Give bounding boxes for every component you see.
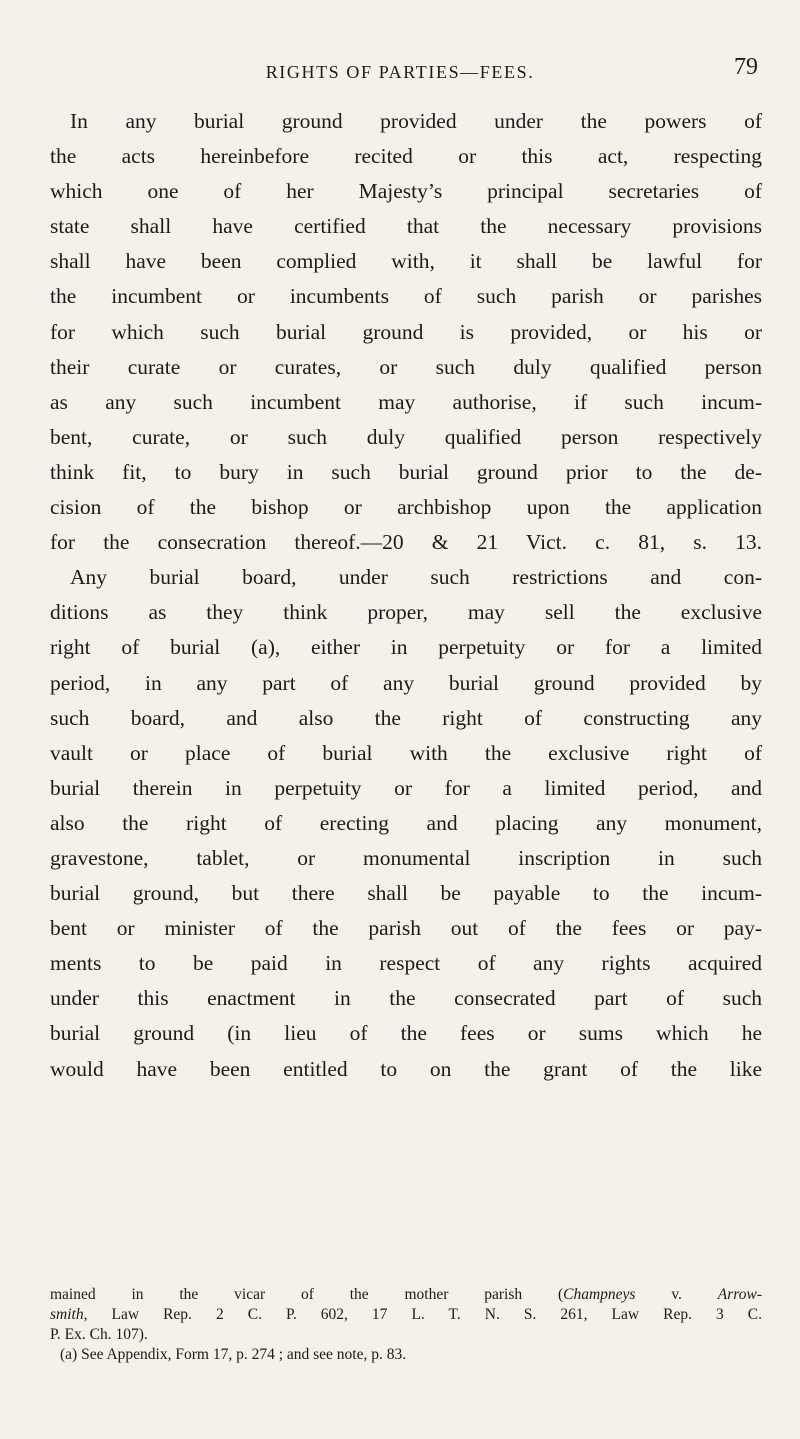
text-line: the incumbent or incumbents of such parish or parishes [50, 284, 762, 309]
text-line: bent, curate, or such duly qualified person respectively [50, 424, 762, 449]
text-line: period, in any part of any burial ground provided by [50, 670, 762, 695]
case-name: Champneys [563, 1286, 636, 1303]
footnotes [50, 1285, 762, 1365]
text-line: such board, and also the right of constructing any [50, 705, 762, 730]
text-line: right of burial (a), either in perpetuity or for a limited [50, 635, 762, 660]
page-number: 79 [734, 54, 758, 80]
text-line: their curate or curates, or such duly qualified person [50, 354, 762, 379]
text-line: shall have been complied with, it shall be lawful for [50, 249, 762, 274]
text-line: vault or place of burial with the exclusive right of [50, 740, 762, 765]
text-line: also the right of erecting and placing any monument, [50, 810, 762, 835]
footnote-line: P. Ex. Ch. 107). [50, 1326, 148, 1343]
text-line: for which such burial ground is provided, or his or [50, 319, 762, 344]
case-party: smith [50, 1306, 84, 1323]
text-line: ments to be paid in respect of any rights acquired [50, 951, 762, 976]
text-line: the acts hereinbefore recited or this act, respecting [50, 144, 762, 169]
text-line: under this enactment in the consecrated part of such [50, 986, 762, 1011]
footnote-text: , Law Rep. 2 C. P. 602, 17 L. T. N. S. 261, Law Rep. 3 C. [83, 1306, 762, 1323]
text-line: gravestone, tablet, or monumental inscription in such [50, 845, 762, 870]
footnote-a: (a) See Appendix, Form 17, p. 274 ; and see note, p. 83. [60, 1346, 407, 1363]
text-line: as any such incumbent may authorise, if such incum- [50, 389, 762, 414]
body-text [50, 104, 762, 1087]
footnote-text: mained in the vicar of the mother parish ( [50, 1286, 564, 1303]
text-line: which one of her Majesty’s principal secretaries of [50, 179, 762, 204]
text-line: In any burial ground provided under the powers of [70, 109, 762, 133]
text-line: burial therein in perpetuity or for a limited period, and [50, 775, 762, 800]
text-line: cision of the bishop or archbishop upon the application [50, 495, 762, 520]
text-line: burial ground, but there shall be payable to the incum- [50, 881, 762, 906]
footnote-line [50, 1305, 762, 1325]
text-line: ditions as they think proper, may sell the exclusive [50, 600, 762, 625]
case-party: Arrow- [717, 1286, 762, 1303]
page-header [0, 50, 800, 90]
footnote-line [50, 1285, 762, 1305]
footnote-text: v. [635, 1286, 718, 1303]
text-line: for the consecration thereof.—20 & 21 Vict. c. 81, s. 13. [50, 530, 762, 555]
running-head: RIGHTS OF PARTIES—FEES. [265, 62, 535, 82]
text-line: think fit, to bury in such burial ground prior to the de- [50, 459, 762, 484]
text-line: state shall have certified that the necessary provisions [50, 214, 762, 239]
text-line: Any burial board, under such restrictions and con- [70, 565, 762, 590]
text-line: burial ground (in lieu of the fees or sums which he [50, 1021, 762, 1046]
text-line: bent or minister of the parish out of the fees or pay- [50, 916, 762, 941]
text-line: would have been entitled to on the grant of the like [50, 1056, 762, 1081]
